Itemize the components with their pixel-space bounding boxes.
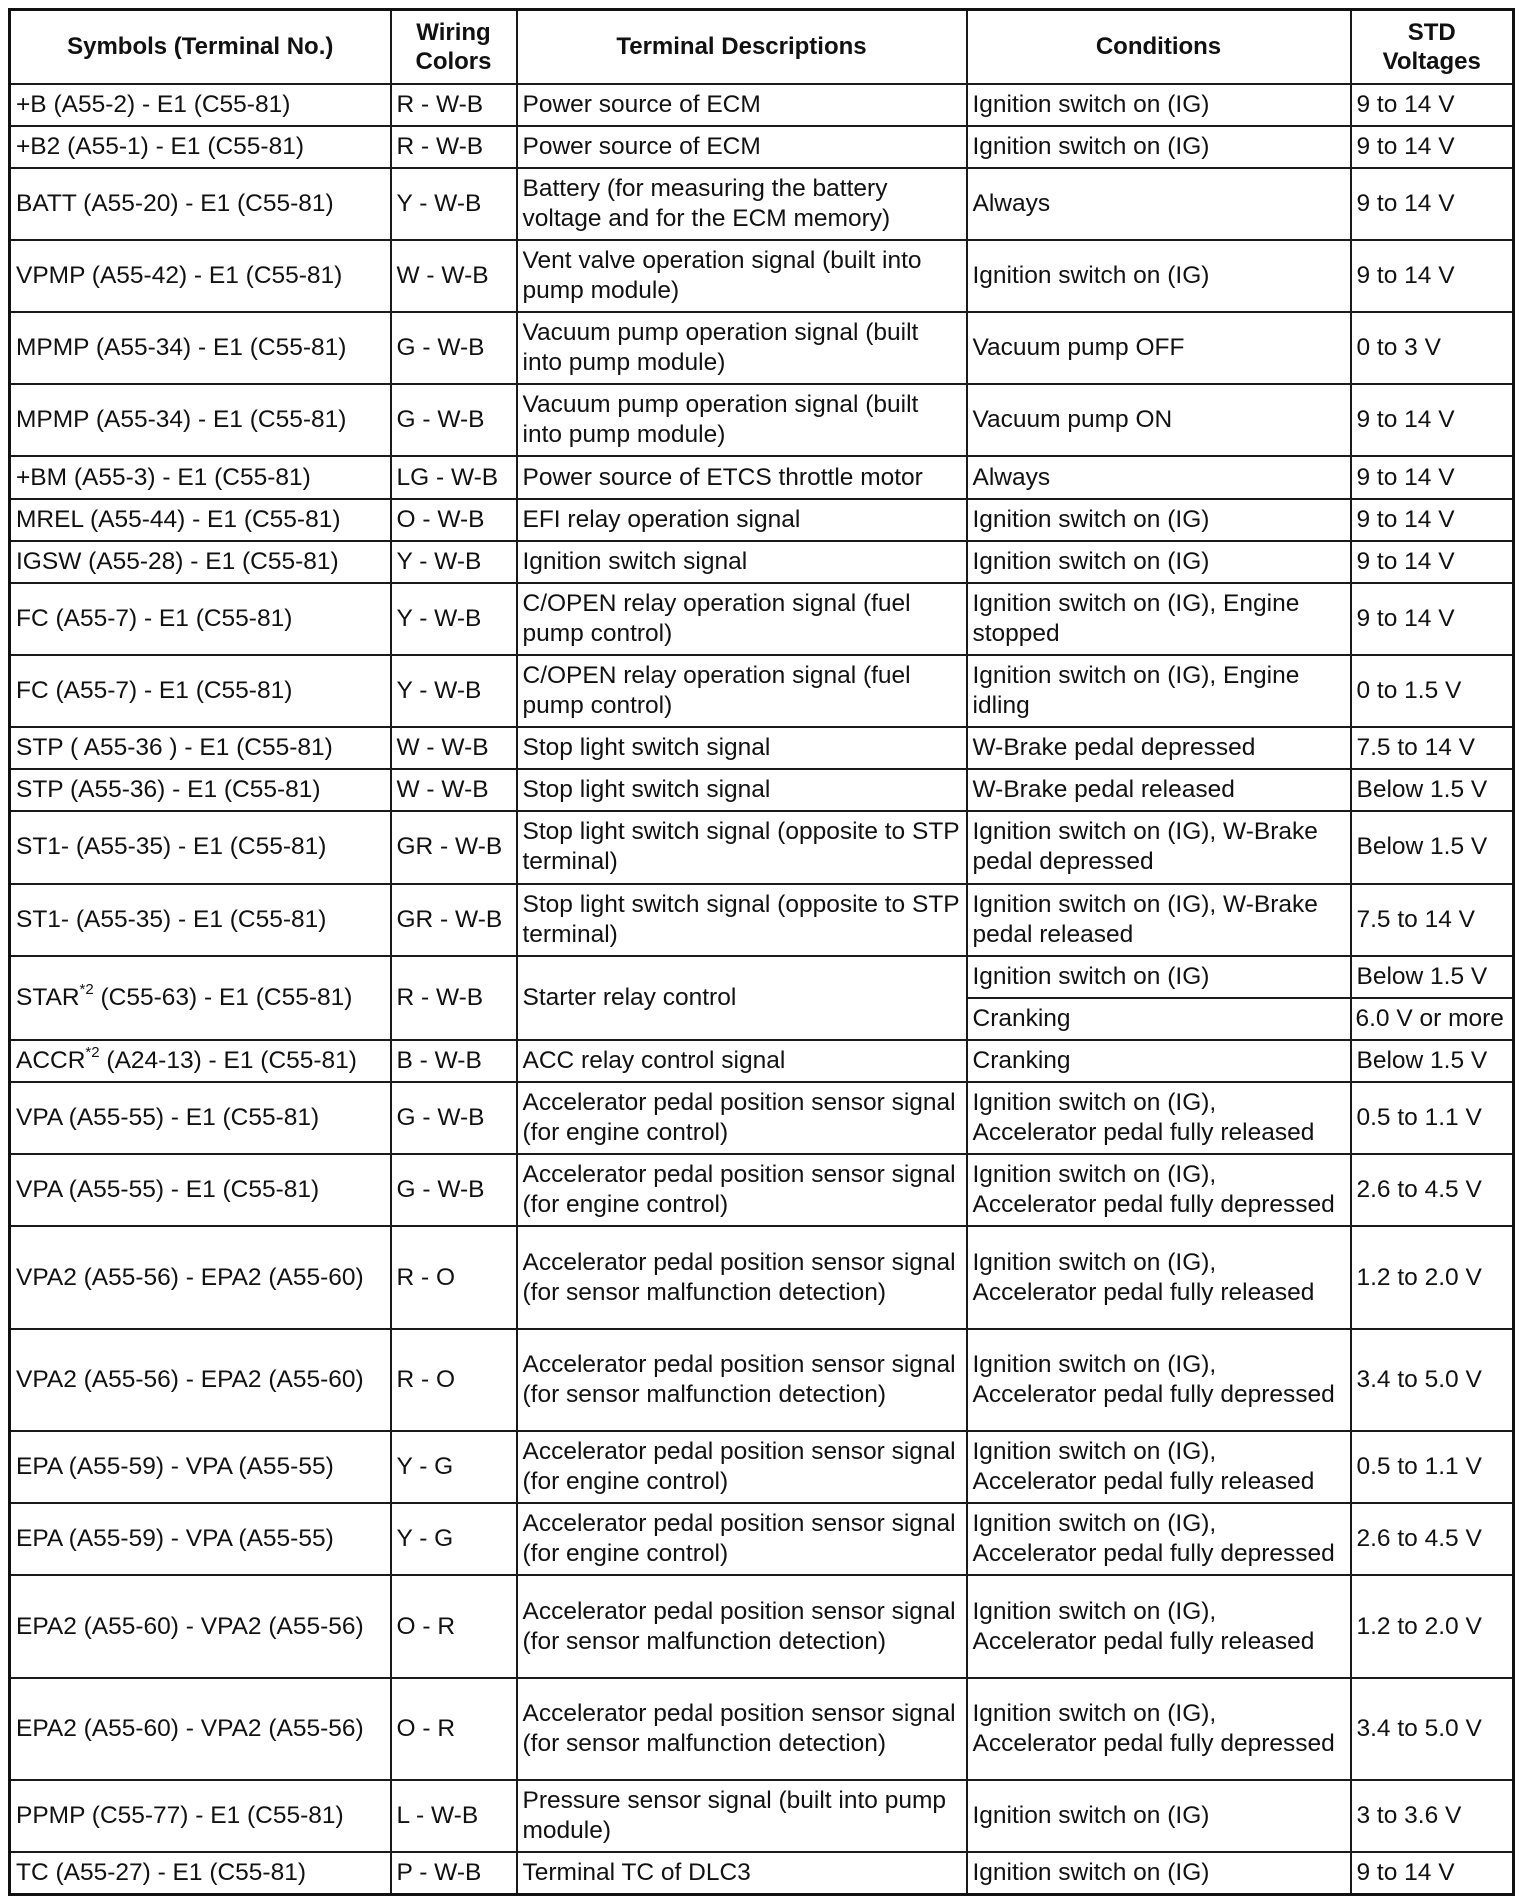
table-row: [10, 1780, 1514, 1852]
cell-condition: Ignition switch on (IG), Accelerator pedal fully depressed: [967, 1678, 1351, 1780]
cell-symbol: VPA2 (A55-56) - EPA2 (A55-60): [10, 1226, 391, 1328]
cell-condition: Ignition switch on (IG), Accelerator pedal fully depressed: [967, 1154, 1351, 1226]
cell-description: Accelerator pedal position sensor signal (for engine control): [517, 1154, 967, 1226]
header-terminal-descriptions: Terminal Descriptions: [517, 10, 967, 84]
cell-description: Starter relay control: [517, 956, 967, 1040]
cell-wiring: L - W-B: [391, 1780, 517, 1852]
table-row: [10, 769, 1514, 811]
cell-voltage: 9 to 14 V: [1351, 456, 1514, 498]
cell-wiring: Y - G: [391, 1431, 517, 1503]
cell-condition: Ignition switch on (IG), Accelerator pedal fully released: [967, 1226, 1351, 1328]
cell-voltage: 9 to 14 V: [1351, 84, 1514, 126]
cell-voltage: 2.6 to 4.5 V: [1351, 1154, 1514, 1226]
table-row: [10, 811, 1514, 883]
cell-wiring: LG - W-B: [391, 456, 517, 498]
cell-wiring: O - R: [391, 1575, 517, 1677]
cell-voltage: 1.2 to 2.0 V: [1351, 1226, 1514, 1328]
table-row: [10, 499, 1514, 541]
cell-description: Accelerator pedal position sensor signal (for sensor malfunction detection): [517, 1575, 967, 1677]
terminal-voltage-sheet: [8, 8, 1512, 1896]
cell-voltage: 9 to 14 V: [1351, 499, 1514, 541]
header-row: [10, 10, 1514, 84]
cell-symbol: EPA2 (A55-60) - VPA2 (A55-56): [10, 1575, 391, 1677]
cell-wiring: Y - G: [391, 1503, 517, 1575]
cell-wiring: G - W-B: [391, 1154, 517, 1226]
cell-voltage: Below 1.5 V: [1351, 1040, 1514, 1082]
header-conditions: Conditions: [967, 10, 1351, 84]
cell-voltage: Below 1.5 V: [1351, 956, 1514, 998]
cell-wiring: G - W-B: [391, 1082, 517, 1154]
cell-voltage: 3.4 to 5.0 V: [1351, 1329, 1514, 1431]
cell-condition: Ignition switch on (IG): [967, 499, 1351, 541]
cell-symbol: FC (A55-7) - E1 (C55-81): [10, 655, 391, 727]
table-row: [10, 1082, 1514, 1154]
header-wiring-colors: Wiring Colors: [391, 10, 517, 84]
cell-symbol: MPMP (A55-34) - E1 (C55-81): [10, 384, 391, 456]
cell-wiring: Y - W-B: [391, 655, 517, 727]
cell-condition: Ignition switch on (IG), Engine idling: [967, 655, 1351, 727]
cell-voltage: 1.2 to 2.0 V: [1351, 1575, 1514, 1677]
cell-description: Vacuum pump operation signal (built into pump module): [517, 312, 967, 384]
table-row: [10, 583, 1514, 655]
table-row: [10, 384, 1514, 456]
table-row: [10, 126, 1514, 168]
cell-wiring: O - W-B: [391, 499, 517, 541]
cell-condition: Vacuum pump ON: [967, 384, 1351, 456]
cell-condition: Cranking: [967, 1040, 1351, 1082]
footnote-marker: *2: [85, 1043, 100, 1061]
header-std-voltages: STD Voltages: [1351, 10, 1514, 84]
table-row: [10, 1226, 1514, 1328]
cell-wiring: GR - W-B: [391, 811, 517, 883]
cell-voltage: 6.0 V or more: [1351, 998, 1514, 1040]
table-row: [10, 884, 1514, 956]
cell-symbol: MPMP (A55-34) - E1 (C55-81): [10, 312, 391, 384]
cell-voltage: 7.5 to 14 V: [1351, 727, 1514, 769]
cell-condition: Ignition switch on (IG), W-Brake pedal released: [967, 884, 1351, 956]
table-row: [10, 84, 1514, 126]
cell-wiring: R - W-B: [391, 956, 517, 1040]
cell-description: Accelerator pedal position sensor signal (for sensor malfunction detection): [517, 1226, 967, 1328]
cell-symbol: +B2 (A55-1) - E1 (C55-81): [10, 126, 391, 168]
cell-description: Ignition switch signal: [517, 541, 967, 583]
cell-condition: Ignition switch on (IG), Accelerator pedal fully released: [967, 1575, 1351, 1677]
cell-symbol: VPA (A55-55) - E1 (C55-81): [10, 1082, 391, 1154]
cell-voltage: Below 1.5 V: [1351, 769, 1514, 811]
cell-description: Power source of ECM: [517, 84, 967, 126]
cell-wiring: G - W-B: [391, 384, 517, 456]
table-row: [10, 1678, 1514, 1780]
table-row: [10, 1154, 1514, 1226]
cell-condition: Ignition switch on (IG), Accelerator pedal fully depressed: [967, 1329, 1351, 1431]
table-row: [10, 727, 1514, 769]
cell-wiring: Y - W-B: [391, 541, 517, 583]
cell-wiring: R - O: [391, 1329, 517, 1431]
cell-description: Pressure sensor signal (built into pump module): [517, 1780, 967, 1852]
cell-description: Stop light switch signal: [517, 727, 967, 769]
cell-symbol: EPA (A55-59) - VPA (A55-55): [10, 1503, 391, 1575]
cell-wiring: W - W-B: [391, 727, 517, 769]
cell-voltage: Below 1.5 V: [1351, 811, 1514, 883]
cell-symbol: STP (A55-36) - E1 (C55-81): [10, 769, 391, 811]
cell-voltage: 9 to 14 V: [1351, 583, 1514, 655]
cell-symbol: IGSW (A55-28) - E1 (C55-81): [10, 541, 391, 583]
cell-description: Stop light switch signal (opposite to STP terminal): [517, 884, 967, 956]
symbol-terminals: (A24-13) - E1 (C55-81): [99, 1047, 357, 1075]
cell-wiring: GR - W-B: [391, 884, 517, 956]
table-row: [10, 1329, 1514, 1431]
cell-symbol: EPA (A55-59) - VPA (A55-55): [10, 1431, 391, 1503]
cell-symbol: EPA2 (A55-60) - VPA2 (A55-56): [10, 1678, 391, 1780]
cell-voltage: 3 to 3.6 V: [1351, 1780, 1514, 1852]
cell-description: Accelerator pedal position sensor signal (for engine control): [517, 1503, 967, 1575]
symbol-name: STAR: [16, 983, 80, 1011]
cell-condition: Ignition switch on (IG), Engine stopped: [967, 583, 1351, 655]
cell-symbol: VPA2 (A55-56) - EPA2 (A55-60): [10, 1329, 391, 1431]
symbol-name: ACCR: [16, 1047, 86, 1075]
cell-symbol: +BM (A55-3) - E1 (C55-81): [10, 456, 391, 498]
cell-condition: W-Brake pedal depressed: [967, 727, 1351, 769]
cell-description: Power source of ETCS throttle motor: [517, 456, 967, 498]
cell-condition: Cranking: [967, 998, 1351, 1040]
cell-condition: Always: [967, 456, 1351, 498]
cell-symbol: STP ( A55-36 ) - E1 (C55-81): [10, 727, 391, 769]
cell-symbol: ST1- (A55-35) - E1 (C55-81): [10, 811, 391, 883]
cell-voltage: 2.6 to 4.5 V: [1351, 1503, 1514, 1575]
cell-voltage: 9 to 14 V: [1351, 1852, 1514, 1894]
cell-description: Terminal TC of DLC3: [517, 1852, 967, 1894]
cell-symbol: BATT (A55-20) - E1 (C55-81): [10, 168, 391, 240]
cell-wiring: W - W-B: [391, 240, 517, 312]
cell-description: Vacuum pump operation signal (built into pump module): [517, 384, 967, 456]
cell-voltage: 0.5 to 1.1 V: [1351, 1082, 1514, 1154]
cell-symbol: TC (A55-27) - E1 (C55-81): [10, 1852, 391, 1894]
cell-condition: Ignition switch on (IG), Accelerator pedal fully released: [967, 1431, 1351, 1503]
cell-voltage: 0.5 to 1.1 V: [1351, 1431, 1514, 1503]
cell-wiring: R - W-B: [391, 84, 517, 126]
cell-wiring: W - W-B: [391, 769, 517, 811]
cell-voltage: 9 to 14 V: [1351, 126, 1514, 168]
cell-description: Battery (for measuring the battery voltage and for the ECM memory): [517, 168, 967, 240]
cell-condition: Ignition switch on (IG): [967, 126, 1351, 168]
cell-description: Accelerator pedal position sensor signal (for sensor malfunction detection): [517, 1678, 967, 1780]
cell-condition: Ignition switch on (IG), W-Brake pedal depressed: [967, 811, 1351, 883]
cell-description: C/OPEN relay operation signal (fuel pump control): [517, 655, 967, 727]
cell-symbol: MREL (A55-44) - E1 (C55-81): [10, 499, 391, 541]
cell-condition: Always: [967, 168, 1351, 240]
cell-wiring: R - O: [391, 1226, 517, 1328]
cell-voltage: 7.5 to 14 V: [1351, 884, 1514, 956]
table-row: [10, 168, 1514, 240]
table-row-accr: [10, 1040, 1514, 1082]
cell-description: Stop light switch signal: [517, 769, 967, 811]
cell-symbol: VPMP (A55-42) - E1 (C55-81): [10, 240, 391, 312]
cell-condition: Ignition switch on (IG), Accelerator pedal fully depressed: [967, 1503, 1351, 1575]
cell-voltage: 9 to 14 V: [1351, 168, 1514, 240]
cell-symbol: VPA (A55-55) - E1 (C55-81): [10, 1154, 391, 1226]
table-row: [10, 312, 1514, 384]
cell-voltage: 9 to 14 V: [1351, 541, 1514, 583]
terminal-table: [8, 8, 1515, 1896]
cell-description: ACC relay control signal: [517, 1040, 967, 1082]
cell-symbol: [10, 1040, 391, 1082]
table-row: [10, 541, 1514, 583]
cell-description: EFI relay operation signal: [517, 499, 967, 541]
header-symbols: Symbols (Terminal No.): [10, 10, 391, 84]
footnote-marker: *2: [79, 980, 94, 998]
cell-description: Stop light switch signal (opposite to STP terminal): [517, 811, 967, 883]
cell-description: Power source of ECM: [517, 126, 967, 168]
table-row: [10, 456, 1514, 498]
table-row: [10, 240, 1514, 312]
cell-description: Accelerator pedal position sensor signal (for engine control): [517, 1431, 967, 1503]
table-row: [10, 1575, 1514, 1677]
cell-wiring: B - W-B: [391, 1040, 517, 1082]
cell-voltage: 9 to 14 V: [1351, 384, 1514, 456]
cell-condition: W-Brake pedal released: [967, 769, 1351, 811]
cell-condition: Ignition switch on (IG): [967, 1780, 1351, 1852]
cell-condition: Ignition switch on (IG): [967, 1852, 1351, 1894]
cell-wiring: Y - W-B: [391, 583, 517, 655]
cell-voltage: 9 to 14 V: [1351, 240, 1514, 312]
cell-symbol: PPMP (C55-77) - E1 (C55-81): [10, 1780, 391, 1852]
cell-symbol: ST1- (A55-35) - E1 (C55-81): [10, 884, 391, 956]
table-row: [10, 655, 1514, 727]
cell-condition: Ignition switch on (IG): [967, 956, 1351, 998]
cell-condition: Vacuum pump OFF: [967, 312, 1351, 384]
cell-condition: Ignition switch on (IG): [967, 84, 1351, 126]
cell-wiring: O - R: [391, 1678, 517, 1780]
cell-description: Accelerator pedal position sensor signal (for sensor malfunction detection): [517, 1329, 967, 1431]
cell-description: C/OPEN relay operation signal (fuel pump control): [517, 583, 967, 655]
cell-wiring: R - W-B: [391, 126, 517, 168]
table-row: [10, 1431, 1514, 1503]
cell-voltage: 0 to 3 V: [1351, 312, 1514, 384]
cell-symbol: +B (A55-2) - E1 (C55-81): [10, 84, 391, 126]
cell-symbol: [10, 956, 391, 1040]
cell-condition: Ignition switch on (IG): [967, 240, 1351, 312]
cell-voltage: 3.4 to 5.0 V: [1351, 1678, 1514, 1780]
cell-description: Vent valve operation signal (built into pump module): [517, 240, 967, 312]
cell-condition: Ignition switch on (IG): [967, 541, 1351, 583]
cell-description: Accelerator pedal position sensor signal (for engine control): [517, 1082, 967, 1154]
cell-voltage: 0 to 1.5 V: [1351, 655, 1514, 727]
cell-wiring: P - W-B: [391, 1852, 517, 1894]
cell-wiring: Y - W-B: [391, 168, 517, 240]
symbol-terminals: (C55-63) - E1 (C55-81): [93, 983, 353, 1011]
table-row-star: [10, 956, 1514, 998]
table-row: [10, 1852, 1514, 1894]
table-row: [10, 1503, 1514, 1575]
cell-symbol: FC (A55-7) - E1 (C55-81): [10, 583, 391, 655]
cell-condition: Ignition switch on (IG), Accelerator pedal fully released: [967, 1082, 1351, 1154]
cell-wiring: G - W-B: [391, 312, 517, 384]
